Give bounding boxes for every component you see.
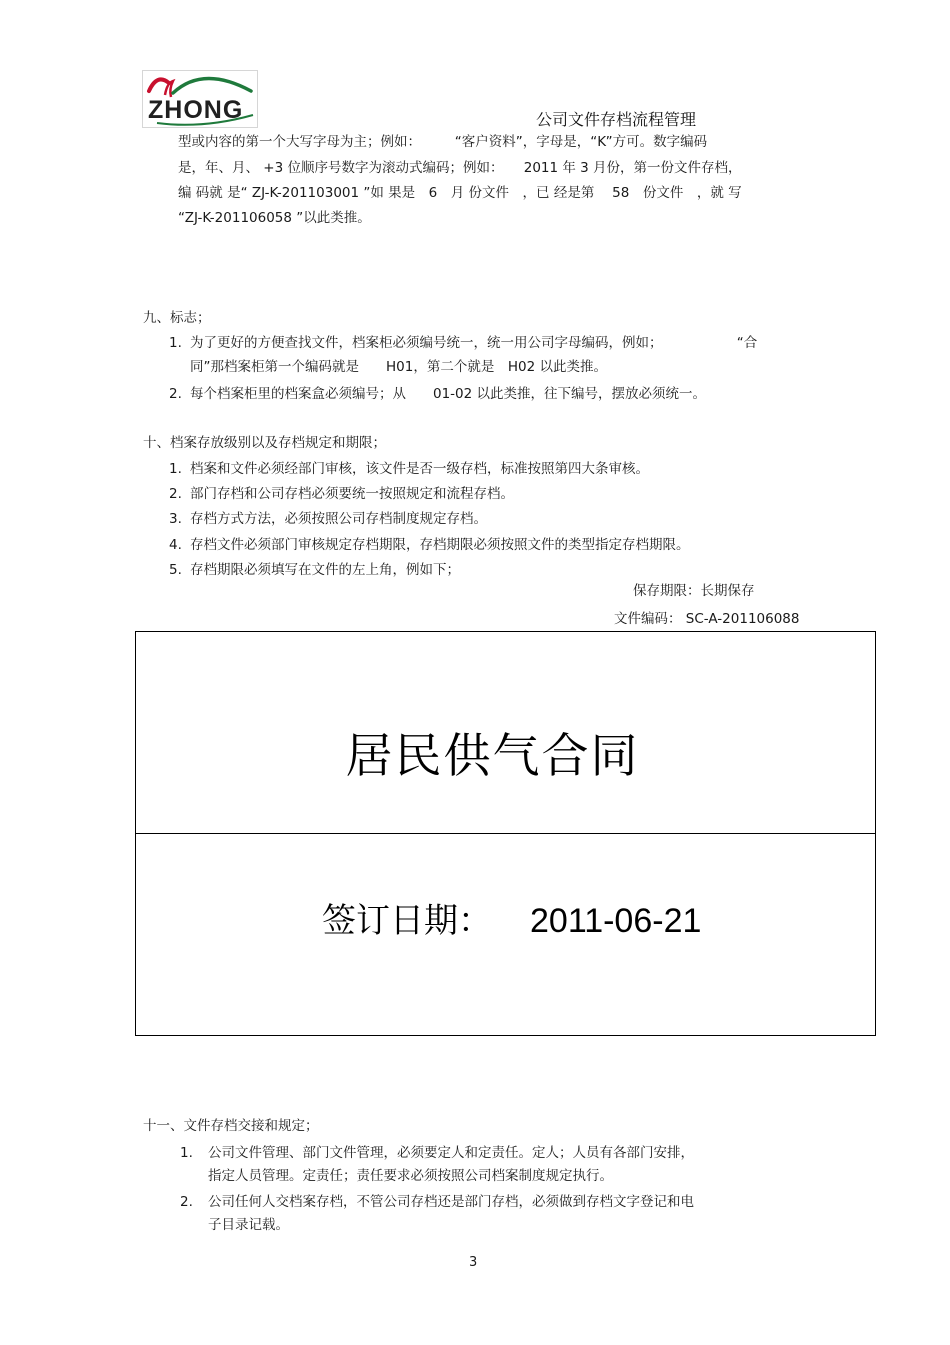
intro-line: 是，年、月、 +3 位顺序号数字为滚动式编码；例如： 2011 年 3 月份，第一份文件存档， xyxy=(178,160,742,176)
list-number: 2. xyxy=(169,486,182,502)
list-item: 存档期限必须填写在文件的左上角，例如下； xyxy=(190,562,460,578)
list-item-line: 子目录记载。 xyxy=(208,1217,289,1233)
retention-period: 保存期限：长期保存 xyxy=(633,583,755,599)
list-item-line: 为了更好的方便查找文件，档案柜必须编号统一，统一用公司字母编码，例如； “合 xyxy=(190,335,758,351)
file-code: 文件编码： SC-A-201106088 xyxy=(614,611,800,627)
sample-doc-title: 居民供气合同 xyxy=(345,729,640,784)
intro-line: “ZJ-K-201106058 ”以此类推。 xyxy=(178,210,371,226)
sign-date-value: 2011-06-21 xyxy=(530,902,702,940)
section-heading-11: 十一、文件存档交接和规定； xyxy=(143,1118,319,1134)
list-number: 4. xyxy=(169,537,182,553)
list-item-line: 指定人员管理。定责任；责任要求必须按照公司档案制度规定执行。 xyxy=(208,1168,613,1184)
list-number: 1. xyxy=(169,461,182,477)
list-item: 部门存档和公司存档必须要统一按照规定和流程存档。 xyxy=(190,486,514,502)
page-header-title: 公司文件存档流程管理 xyxy=(536,110,697,129)
list-item-line: 同”那档案柜第一个编码就是 H01，第二个就是 H02 以此类推。 xyxy=(190,359,607,375)
list-item: 档案和文件必须经部门审核，该文件是否一级存档，标准按照第四大条审核。 xyxy=(190,461,649,477)
sign-date-row xyxy=(322,893,701,942)
list-number: 1. xyxy=(180,1145,193,1161)
list-number: 1. xyxy=(169,335,182,351)
intro-line: 编 码就 是“ ZJ-K-201103001 ”如 果是 6 月 份文件 ，已 经是第 58 份文件 ，就 写 xyxy=(178,185,742,201)
list-number: 3. xyxy=(169,511,182,527)
list-item: 存档文件必须部门审核规定存档期限，存档期限必须按照文件的类型指定存档期限。 xyxy=(190,537,690,553)
list-number: 2. xyxy=(180,1194,193,1210)
logo-text: ZHONG xyxy=(148,96,244,124)
list-number: 5. xyxy=(169,562,182,578)
list-item-line: 公司文件管理、部门文件管理，必须要定人和定责任。定人；人员有各部门安排， xyxy=(208,1145,694,1161)
sign-date-label: 签订日期： xyxy=(322,901,492,941)
list-item: 存档方式方法，必须按照公司存档制度规定存档。 xyxy=(190,511,487,527)
list-item-line: 公司任何人交档案存档，不管公司存档还是部门存档，必须做到存档文字登记和电 xyxy=(208,1194,694,1210)
intro-line: 型或内容的第一个大写字母为主；例如： “客户资料”，字母是，“K”方可。数字编码 xyxy=(178,134,708,150)
box-divider xyxy=(135,833,876,834)
section-heading-9: 九、标志； xyxy=(143,310,211,326)
section-heading-10: 十、档案存放级别以及存档规定和期限； xyxy=(143,435,386,451)
list-item-line: 每个档案柜里的档案盒必须编号；从 01-02 以此类推，往下编号，摆放必须统一。 xyxy=(190,386,707,402)
page-number: 3 xyxy=(469,1255,478,1270)
list-number: 2. xyxy=(169,386,182,402)
